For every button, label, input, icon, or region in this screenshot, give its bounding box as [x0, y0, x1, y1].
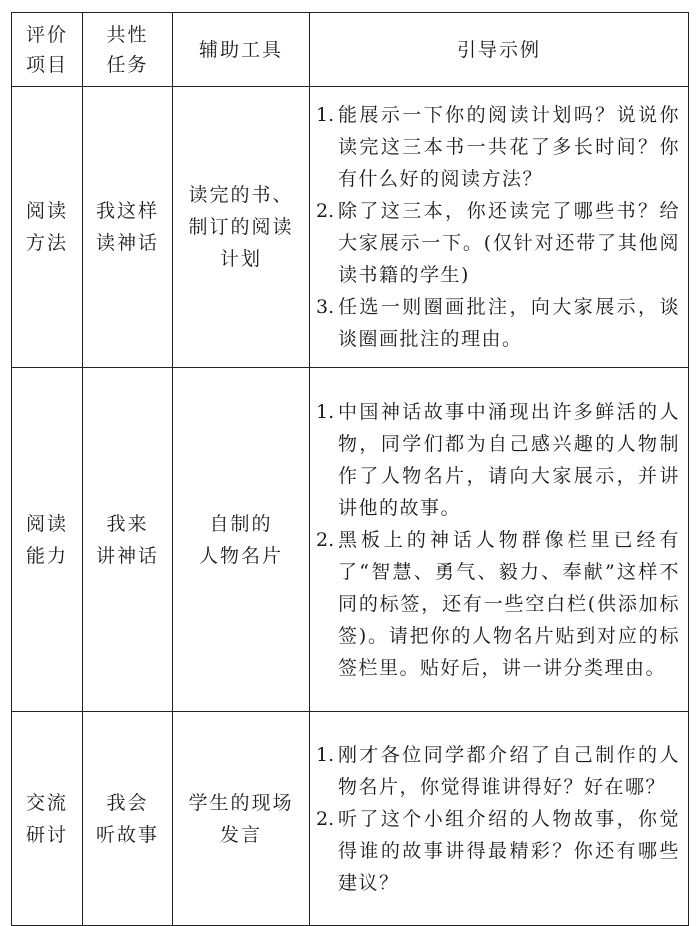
guide-text: 中国神话故事中涌现出许多鲜活的人物，同学们都为自己感兴趣的人物制作了人物名片，请向大家展示，并讲讲他的故事。 [338, 400, 680, 519]
row-guide-examples [310, 87, 689, 368]
guide-item [316, 195, 680, 291]
header-eval-item: 评价 项目 [12, 13, 83, 87]
guide-number: 1. [316, 743, 335, 766]
guide-list [316, 739, 680, 899]
guide-item [316, 291, 680, 355]
guide-item [316, 524, 680, 684]
table-row [12, 712, 689, 926]
guide-text: 刚才各位同学都介绍了自己制作的人物名片，你觉得谁讲得好？好在哪？ [338, 743, 680, 798]
row-eval-item: 交流 研讨 [12, 712, 83, 926]
row-common-task: 我来 讲神话 [83, 368, 173, 712]
header-guide-example: 引导示例 [310, 13, 689, 87]
guide-number: 1. [316, 400, 335, 423]
row-aux-tool: 学生的现场 发言 [173, 712, 310, 926]
header-aux-tool: 辅助工具 [173, 13, 310, 87]
guide-list [316, 396, 680, 684]
row-common-task: 我会 听故事 [83, 712, 173, 926]
guide-item [316, 99, 680, 195]
guide-item [316, 739, 680, 803]
row-eval-item: 阅读 方法 [12, 87, 83, 368]
guide-text: 除了这三本，你还读完了哪些书？给大家展示一下。(仅针对还带了其他阅读书籍的学生) [338, 200, 680, 286]
evaluation-table-container [11, 12, 688, 905]
guide-item [316, 803, 680, 899]
row-common-task: 我这样 读神话 [83, 87, 173, 368]
guide-text: 听了这个小组介绍的人物故事，你觉得谁的故事讲得最精彩？你还有哪些建议？ [338, 807, 680, 894]
guide-number: 2. [316, 200, 335, 222]
table-row [12, 368, 689, 712]
guide-number: 1. [316, 104, 335, 126]
guide-text: 任选一则圈画批注，向大家展示，谈谈圈画批注的理由。 [338, 296, 680, 350]
table-row [12, 87, 689, 368]
guide-item [316, 396, 680, 524]
row-guide-examples [310, 712, 689, 926]
guide-text: 能展示一下你的阅读计划吗？说说你读完这三本书一共花了多长时间？你有什么好的阅读方法？ [338, 104, 680, 190]
guide-text: 黑板上的神话人物群像栏里已经有了“智慧、勇气、毅力、奉献”这样不同的标签，还有一些空白栏(供添加标签)。请把你的人物名片贴到对应的标签栏里。贴好后，讲一讲分类理由。 [338, 528, 680, 679]
guide-number: 2. [316, 528, 335, 551]
row-guide-examples [310, 368, 689, 712]
table-header-row [12, 13, 689, 87]
guide-list [316, 99, 680, 355]
row-eval-item: 阅读 能力 [12, 368, 83, 712]
evaluation-table [11, 12, 689, 926]
header-common-task: 共性 任务 [83, 13, 173, 87]
row-aux-tool: 读完的书、 制订的阅读 计划 [173, 87, 310, 368]
guide-number: 2. [316, 807, 335, 830]
row-aux-tool: 自制的 人物名片 [173, 368, 310, 712]
guide-number: 3. [316, 296, 335, 318]
